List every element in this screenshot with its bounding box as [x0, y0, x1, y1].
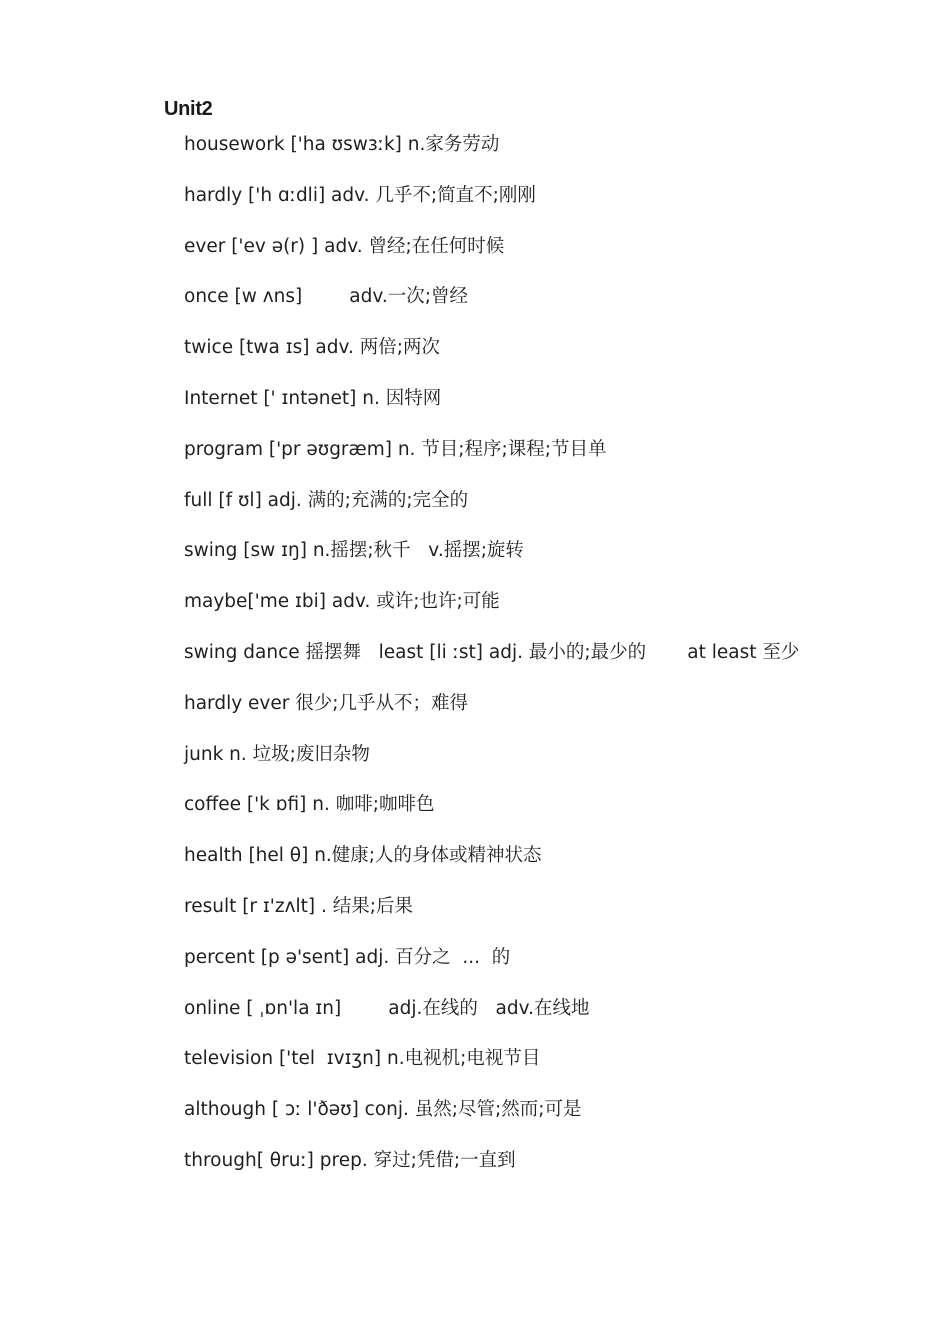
vocabulary-entry-health: health [hel θ] n.健康;人的身体或精神状态 — [184, 845, 542, 867]
vocabulary-entry-hardly: hardly ['h ɑːdli] adv. 几乎不;简直不;刚刚 — [184, 184, 536, 206]
vocabulary-entry-once: once [w ʌns] adv.一次;曾经 — [184, 286, 468, 308]
vocabulary-list — [184, 130, 799, 1197]
vocabulary-entry-television: television ['tel ɪvɪʒn] n.电视机;电视节目 — [184, 1048, 541, 1070]
vocabulary-entry-percent: percent [p ə'sent] adj. 百分之 ... 的 — [184, 946, 511, 968]
vocabulary-entry-swing: swing [sw ɪŋ] n.摇摆;秋千 v.摇摆;旋转 — [184, 540, 524, 562]
vocabulary-entry-junk: junk n. 垃圾;废旧杂物 — [184, 743, 370, 765]
vocabulary-entry-housework: housework ['ha ʊswɜːk] n.家务劳动 — [184, 134, 500, 155]
vocabulary-entry-hardly-ever: hardly ever 很少;几乎从不；难得 — [184, 692, 468, 714]
vocabulary-entry-program: program ['pr əʊgræm] n. 节目;程序;课程;节目单 — [184, 438, 607, 460]
vocabulary-entry-result: result [r ɪ'zʌlt] . 结果;后果 — [184, 895, 414, 917]
vocabulary-entry-maybe: maybe['me ɪbi] adv. 或许;也许;可能 — [184, 591, 500, 613]
vocabulary-entry-swing-dance: swing dance 摇摆舞 least [li ːst] adj. 最小的;最少的 at least 至少 — [184, 641, 800, 663]
vocabulary-entry-coffee: coffee ['k ɒfi] n. 咖啡;咖啡色 — [184, 794, 435, 816]
vocabulary-entry-online: online [ ˌɒn'la ɪn] adj.在线的 adv.在线地 — [184, 997, 590, 1019]
vocabulary-entry-through: through[ θruː] prep. 穿过;凭借;一直到 — [184, 1149, 516, 1171]
vocabulary-entry-although: although [ ɔː l'ðəʊ] conj. 虽然;尽管;然而;可是 — [184, 1099, 582, 1121]
vocabulary-entry-ever: ever ['ev ə(r) ] adv. 曾经;在任何时候 — [184, 235, 505, 257]
vocabulary-entry-internet: Internet [' ɪntənet] n. 因特网 — [184, 387, 442, 409]
vocabulary-entry-twice: twice [twa ɪs] adv. 两倍;两次 — [184, 337, 440, 359]
unit-title: Unit2 — [164, 98, 213, 120]
vocabulary-entry-full: full [f ʊl] adj. 满的;充满的;完全的 — [184, 489, 469, 511]
